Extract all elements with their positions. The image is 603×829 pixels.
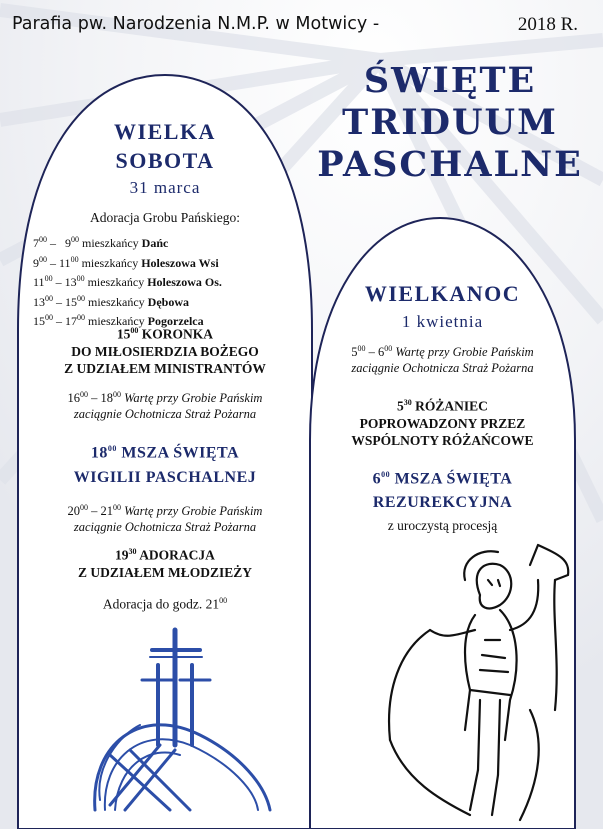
adoration-until: Adoracja do godz. $21^{00}$ — [102, 596, 228, 612]
crosses-tomb-icon — [80, 625, 280, 820]
parish-name: Parafia pw. Narodzenia N.M.P. w Motwicy - — [12, 14, 380, 34]
adoration-label: Adoracja Grobu Pańskiego: — [90, 210, 240, 225]
risen-christ-icon — [370, 540, 580, 825]
guard-block-1: $16^{00} - 18^{00}$ Wartę przy Grobie Pańskim zaciągnie Ochotnicza Straż Pożarna — [67, 390, 263, 422]
easter-guard-block: $5^{00} - 6^{00}$ Wartę przy Grobie Pańskim zaciągnie Ochotnicza Straż Pożarna — [351, 344, 534, 376]
title-line-2: TRIDUUM — [342, 102, 558, 143]
resurrection-mass-block: $6^{00}$ MSZA ŚWIĘTA REZUREKCYJNA — [372, 470, 513, 512]
saturday-title-2: SOBOTA — [115, 148, 215, 173]
rosary-block: $5^{30}$ RÓŻANIEC POPROWADZONY PRZEZ WSPÓLNOTY RÓŻAŃCOWE — [351, 398, 534, 448]
schedule-row: $15^{00} - 17^{00}$ mieszkańcy Pogorzelca — [33, 313, 204, 328]
title-line-1: ŚWIĘTE — [363, 60, 537, 101]
procession-note: z uroczystą procesją — [387, 518, 498, 533]
koronka-block: $15^{00}$ KORONKA DO MIŁOSIERDZIA BOŻEGO Z UDZIAŁEM MINISTRANTÓW — [64, 326, 266, 376]
vigil-mass-block: $18^{00}$ MSZA ŚWIĘTA WIGILII PASCHALNEJ — [73, 444, 257, 487]
schedule-row: $11^{00} - 13^{00}$ mieszkańcy Holeszowa Os. — [33, 274, 222, 289]
youth-adoration-block: $19^{30}$ ADORACJA Z UDZIAŁEM MŁODZIEŻY — [77, 547, 253, 580]
schedule-row: $9^{00} - 11^{00}$ mieszkańcy Holeszowa Wsi — [33, 254, 219, 270]
easter-title: WIELKANOC — [364, 281, 521, 306]
schedule-row: $13^{00} - 15^{00}$ mieszkańcy Dębowa — [33, 293, 189, 309]
schedule-row: $7^{00} - 9^{00}$ mieszkańcy Dańc — [33, 235, 169, 250]
year: 2018 R. — [517, 14, 578, 35]
saturday-title-1: WIELKA — [114, 119, 216, 144]
saturday-date: 31 marca — [129, 178, 201, 197]
title-line-3: PASCHALNE — [317, 144, 583, 185]
easter-date: 1 kwietnia — [401, 312, 484, 331]
guard-block-2: $20^{00} - 21^{00}$ Wartę przy Grobie Pańskim zaciągnie Ochotnicza Straż Pożarna — [67, 503, 263, 535]
adoration-schedule — [33, 232, 222, 330]
